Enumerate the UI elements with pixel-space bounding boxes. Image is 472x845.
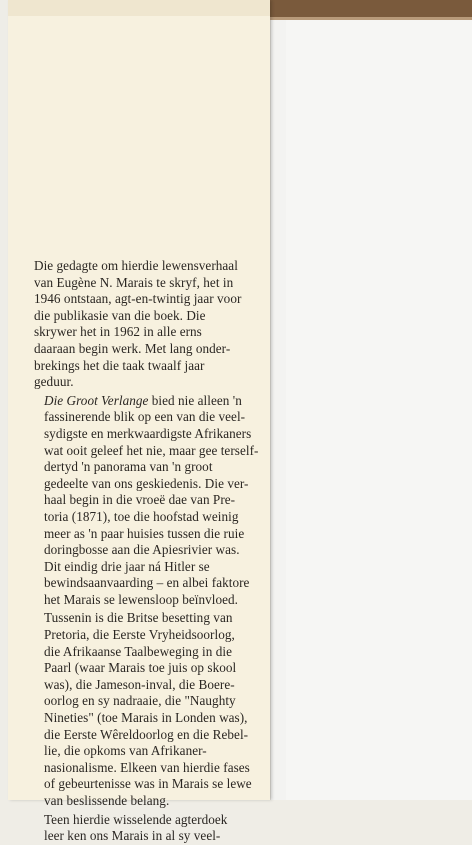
- text-line: leer ken ons Marais in al sy veel-: [44, 828, 221, 844]
- text-line: Paarl (waar Marais toe juis op skool: [44, 660, 237, 676]
- text-line: Teen hierdie wisselende agterdoek: [44, 811, 228, 827]
- blurb-text: [34, 258, 272, 845]
- text-line: brekings het die taak twaalf jaar: [34, 357, 205, 373]
- dust-jacket-flap: [8, 0, 270, 844]
- text-line: doringbosse aan die Apiesrivier was.: [44, 542, 240, 558]
- text-line: dertyd 'n panorama van 'n groot: [44, 459, 213, 475]
- text-line: die publikasie van die boek. Die: [34, 307, 206, 323]
- text-line: Dit eindig drie jaar ná Hitler se: [44, 558, 210, 574]
- text-fragment: bied nie alleen 'n: [148, 392, 242, 408]
- text-line-first: [34, 393, 272, 410]
- text-line: wat ooit geleef het nie, maar gee terself-: [44, 442, 259, 458]
- text-line: Die gedagte om hierdie lewensverhaal: [34, 258, 238, 273]
- text-line: van Eugène N. Marais te skryf, het in: [34, 274, 234, 290]
- text-line: Pretoria, die Eerste Vryheidsoorlog,: [44, 627, 235, 643]
- paragraph-4: [34, 812, 272, 845]
- text-line: Nineties" (toe Marais in Londen was),: [44, 710, 248, 726]
- text-line: toria (1871), toe die hoofstad weinig: [44, 508, 239, 524]
- paragraph-1: [34, 258, 272, 391]
- text-line: skrywer het in 1962 in alle erns: [34, 324, 202, 340]
- book-title: Die Groot Verlange: [44, 392, 149, 408]
- text-line: daaraan begin werk. Met lang onder-: [34, 340, 231, 356]
- text-line: was), die Jameson-inval, die Boere-: [44, 676, 235, 692]
- text-line: het Marais se lewensloop beïnvloed.: [44, 591, 239, 607]
- text-line: bewindsaanvaarding – en albei faktore: [44, 575, 250, 591]
- text-line: gedeelte van ons geskiedenis. Die ver-: [44, 475, 249, 491]
- text-line: sydigste en merkwaardigste Afrikaners: [44, 425, 252, 441]
- text-line: 1946 ontstaan, agt-en-twintig jaar voor: [34, 291, 242, 307]
- text-line: van beslissende belang.: [44, 793, 170, 808]
- text-line: nasionalisme. Elkeen van hierdie fases: [44, 759, 250, 775]
- text-line: haal begin in die vroeë dae van Pre-: [44, 492, 236, 508]
- paragraph-3: [34, 610, 272, 809]
- text-line: fassinerende blik op een van die veel-: [44, 409, 246, 425]
- paragraph-2: [34, 393, 272, 609]
- inside-cover-paper: [286, 20, 472, 800]
- text-line: oorlog en sy nadraaie, die "Naughty: [44, 693, 236, 709]
- text-line: lie, die opkoms van Afrikaner-: [44, 743, 207, 759]
- text-line: Tussenin is die Britse besetting van: [44, 610, 233, 626]
- book-cover-top-edge: [268, 0, 472, 20]
- text-line: die Eerste Wêreldoorlog en die Rebel-: [44, 726, 249, 742]
- text-line: die Afrikaanse Taalbeweging in die: [44, 643, 233, 659]
- text-line: geduur.: [34, 374, 74, 390]
- text-line: meer as 'n paar huisies tussen die ruie: [44, 525, 245, 541]
- text-line: of gebeurtenisse was in Marais se lewe: [44, 776, 252, 792]
